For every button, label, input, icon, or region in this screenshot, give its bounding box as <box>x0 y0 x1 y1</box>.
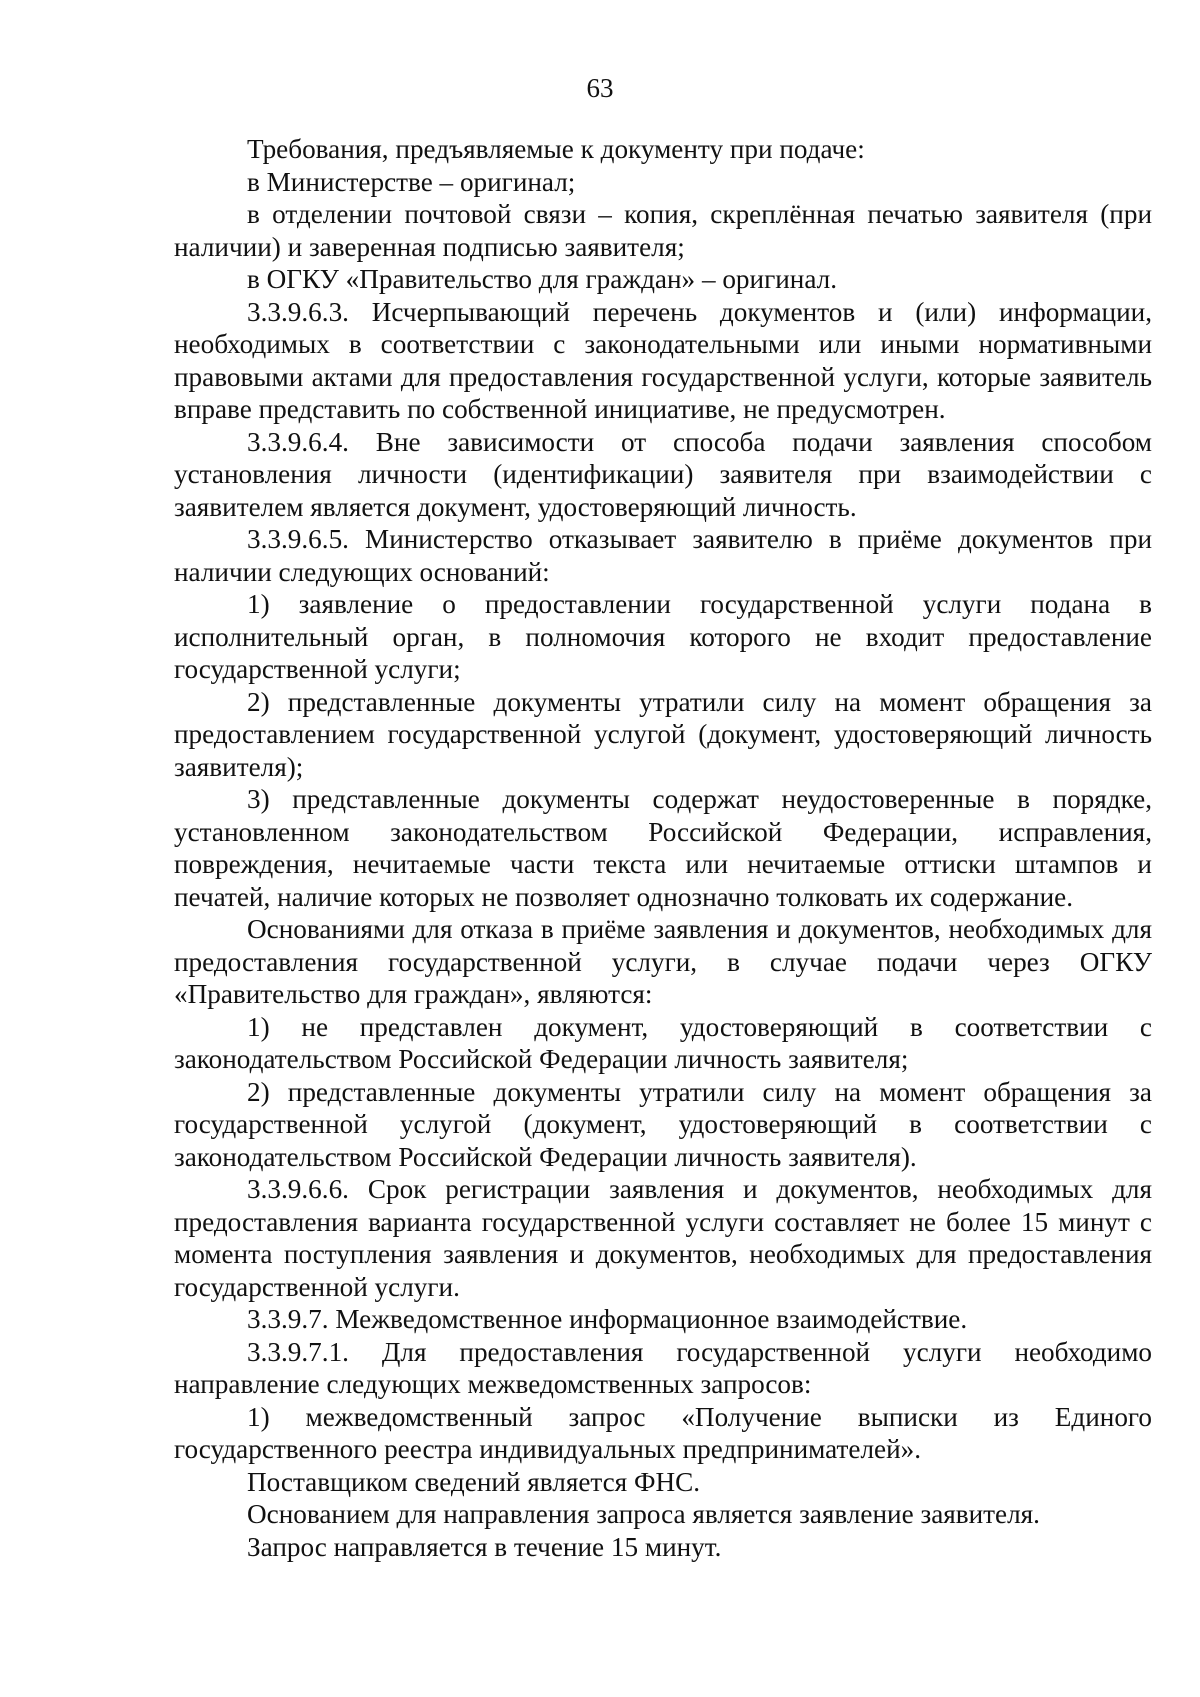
paragraph: 3.3.9.6.3. Исчерпывающий перечень документов и (или) информации, необходимых в соответствии с законодательными или иными нормативными правовыми актами для предоставления государственной услуги, которые заявитель вправе представить по собственной инициативе, не предусмотрен. <box>174 296 1152 424</box>
paragraph: 1) межведомственный запрос «Получение выписки из Единого государственного реестра индивидуальных предпринимателей». <box>174 1401 1152 1464</box>
paragraph: 1) не представлен документ, удостоверяющий в соответствии с законодательством Российской Федерации личность заявителя; <box>174 1011 1152 1074</box>
paragraph: в отделении почтовой связи – копия, скреплённая печатью заявителя (при наличии) и заверенная подписью заявителя; <box>174 199 1152 262</box>
document-body <box>174 133 1152 1563</box>
paragraph: 2) представленные документы утратили силу на момент обращения за государственной услугой (документ, удостоверяющий в соответствии с законодательством Российской Федерации личность заявителя). <box>174 1076 1152 1172</box>
paragraph: 3.3.9.7.1. Для предоставления государственной услуги необходимо направление следующих межведомственных запросов: <box>174 1336 1152 1399</box>
paragraph: Основаниями для отказа в приёме заявления и документов, необходимых для предоставления государственной услуги, в случае подачи через ОГКУ «Правительство для граждан», являются: <box>174 914 1152 1009</box>
paragraph: 3) представленные документы содержат неудостоверенные в порядке, установленном законодательством Российской Федерации, исправления, повреждения, нечитаемые части текста или нечитаемые оттиски штампов и печатей, наличие которых не позволяет однозначно толковать их содержание. <box>174 784 1152 912</box>
paragraph: Запрос направляется в течение 15 минут. <box>247 1531 722 1562</box>
paragraph: в Министерстве – оригинал; <box>247 166 576 197</box>
paragraph: 2) представленные документы утратили силу на момент обращения за предоставлением государственной услугой (документ, удостоверяющий личность заявителя); <box>174 686 1152 782</box>
paragraph: 1) заявление о предоставлении государственной услуги подана в исполнительный орган, в полномочия которого не входит предоставление государственной услуги; <box>174 589 1152 684</box>
paragraph: Основанием для направления запроса является заявление заявителя. <box>247 1499 1040 1529</box>
paragraph: 3.3.9.6.5. Министерство отказывает заявителю в приёме документов при наличии следующих оснований: <box>174 524 1152 587</box>
page-number: 63 <box>586 73 614 103</box>
paragraph: в ОГКУ «Правительство для граждан» – оригинал. <box>247 264 837 294</box>
paragraph: Требования, предъявляемые к документу при подаче: <box>247 134 865 164</box>
paragraph: 3.3.9.6.4. Вне зависимости от способа подачи заявления способом установления личности (идентификации) заявителя при взаимодействии с заявителем является документ, удостоверяющий личность. <box>174 426 1152 522</box>
paragraph: Поставщиком сведений является ФНС. <box>247 1466 701 1497</box>
paragraph: 3.3.9.6.6. Срок регистрации заявления и документов, необходимых для предоставления варианта государственной услуги составляет не более 15 минут с момента поступления заявления и документов, необходимых для предоставления государственной услуги. <box>174 1174 1152 1302</box>
paragraph: 3.3.9.7. Межведомственное информационное взаимодействие. <box>247 1304 968 1334</box>
